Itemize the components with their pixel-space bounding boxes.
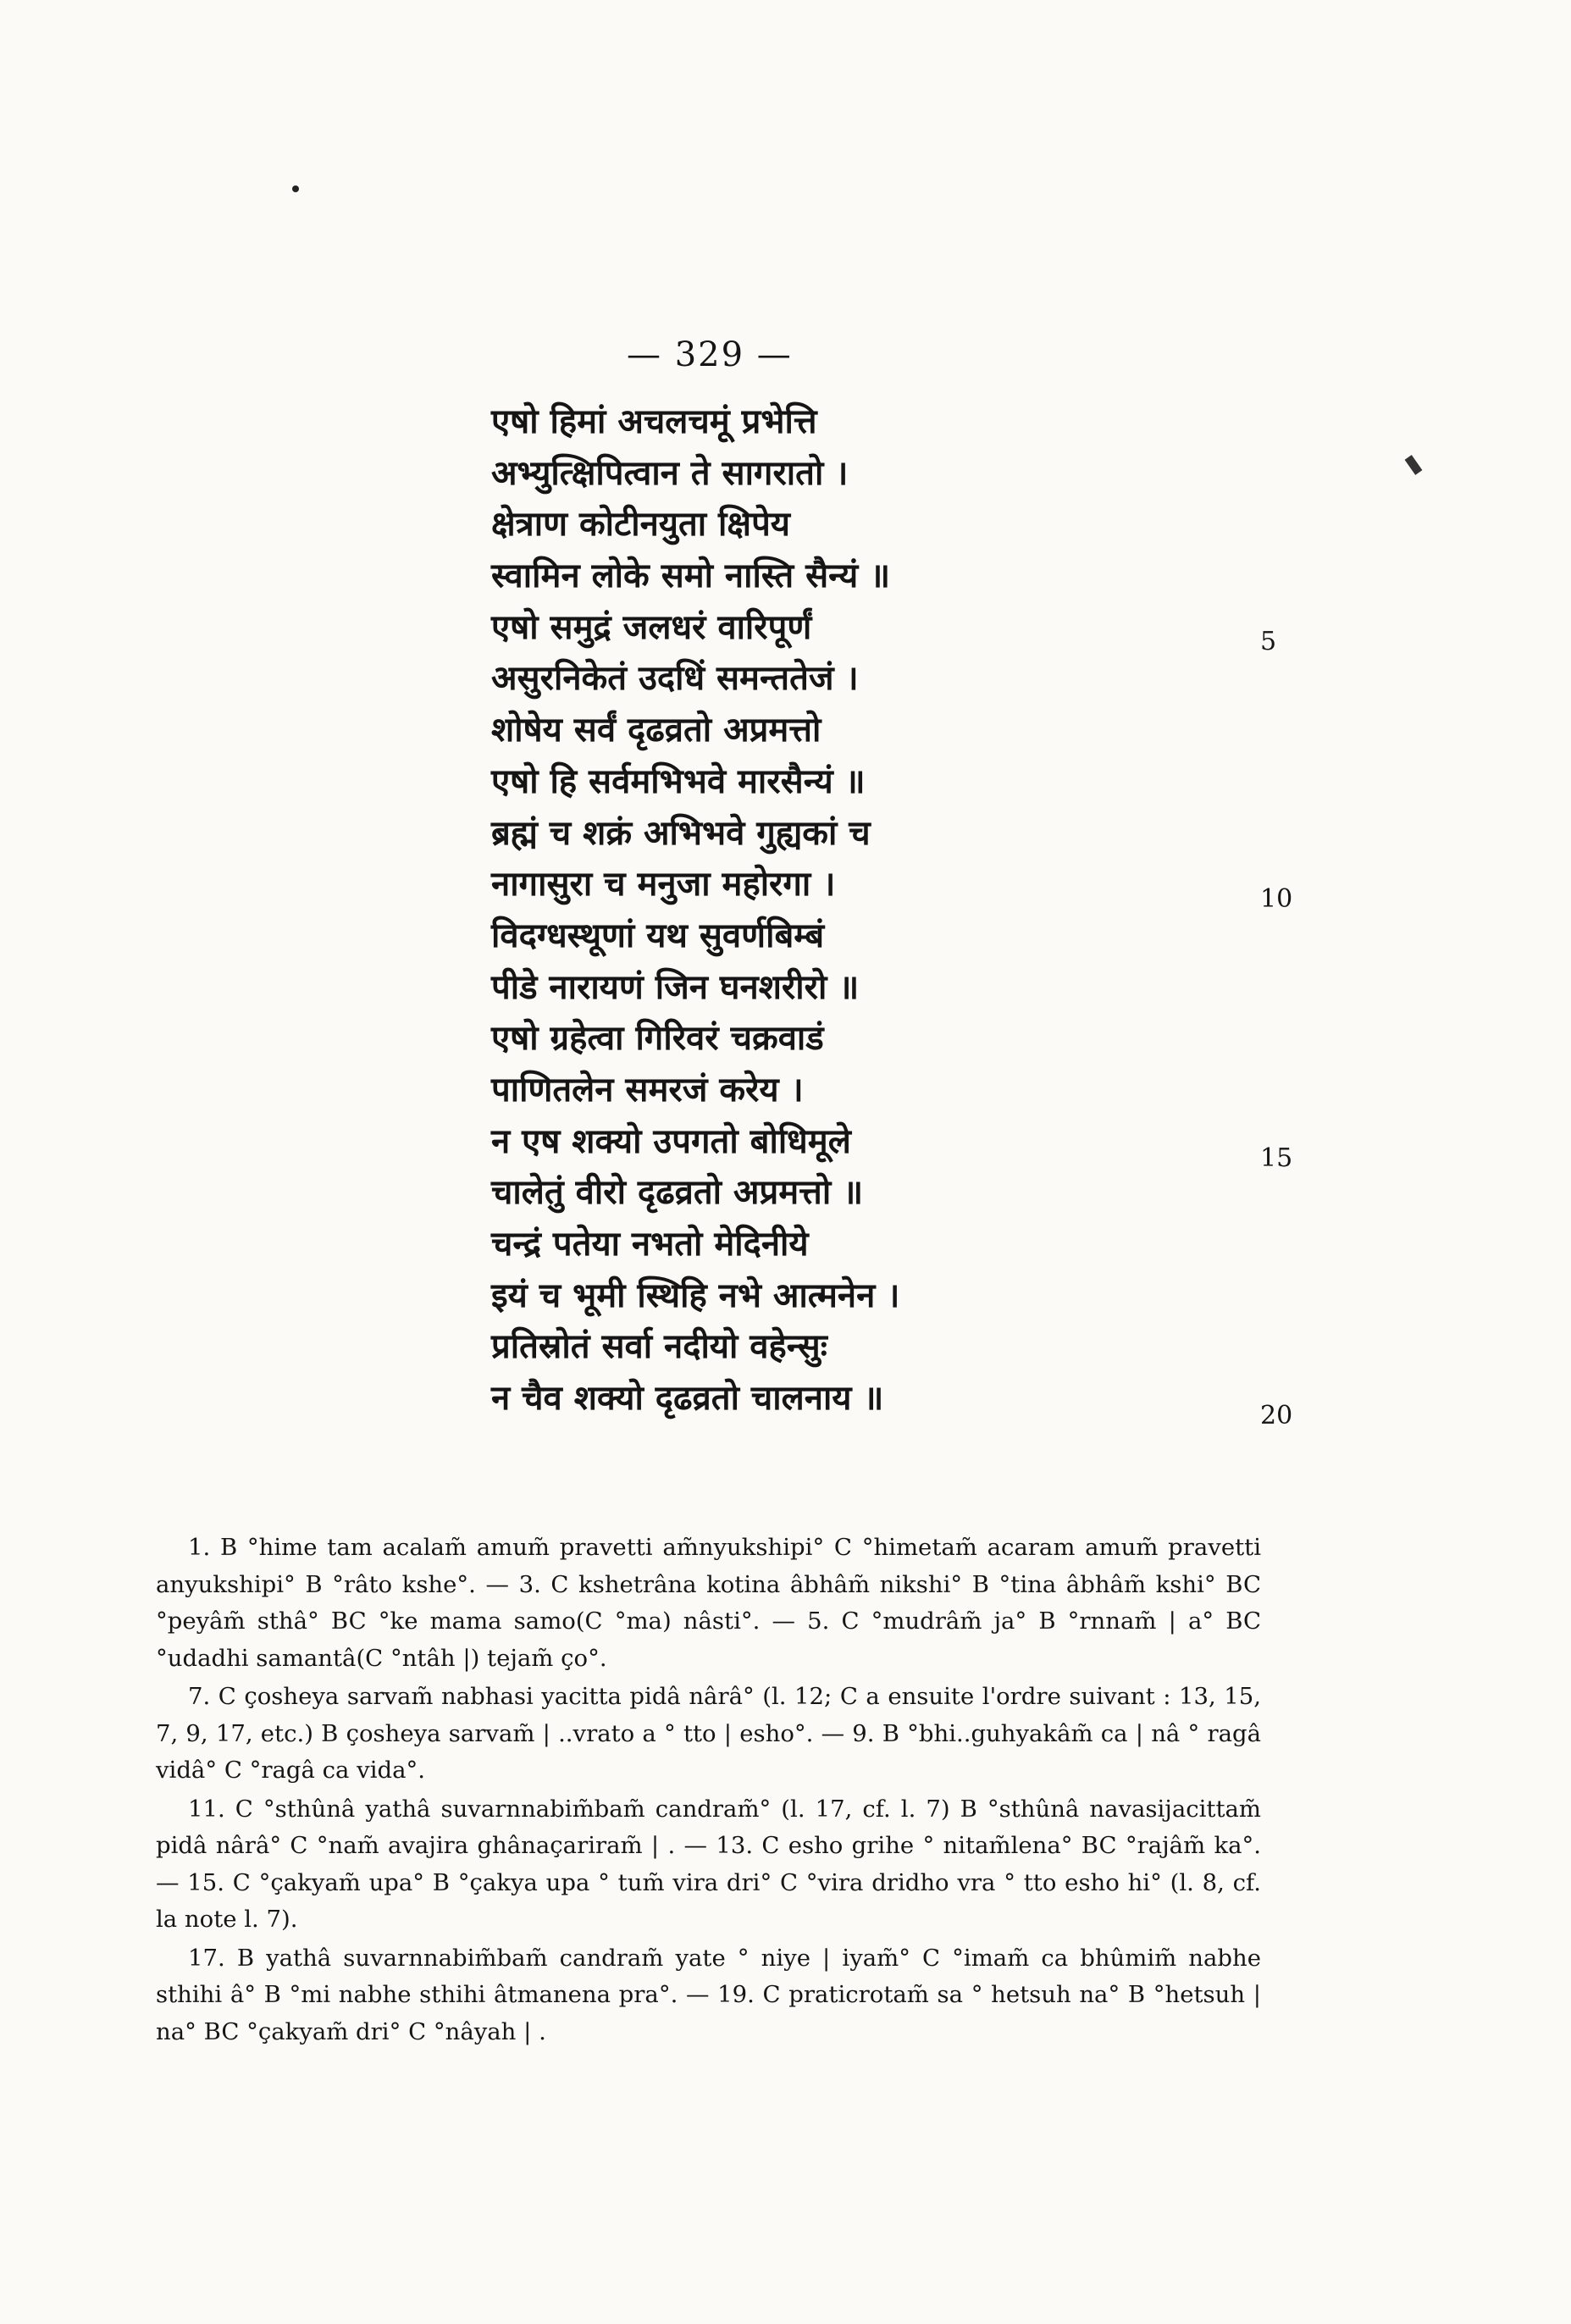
footnote-paragraph: 7. C çosheya sarvam̃ nabhasi yacitta pidâ nârâ° (l. 12; C a ensuite l'ordre suivant : 13, 15, 7, 9, 17, etc.) B çosheya sarvam̃ | ..vrato a ° tto | esho°. — 9. B °bhi..guhyakâm̃ ca | nâ ° ragâ vidâ° C °ragâ ca vida°. bbox=[156, 1683, 1261, 1784]
verse-line: चन्द्रं पतेया नभतो मेदिनीये bbox=[491, 1224, 809, 1264]
verse-line: एषो हि सर्वमभिभवे मारसैन्यं ॥ bbox=[491, 761, 866, 801]
verse-line: प्रतिस्रोतं सर्वा नदीयो वहेन्सुः bbox=[491, 1326, 827, 1367]
verse-line: विदग्धस्थूणां यथ सुवर्णबिम्बं bbox=[491, 915, 825, 955]
verse-line: न एष शक्यो उपगतो बोधिमूले bbox=[491, 1120, 851, 1161]
line-number: 10 bbox=[1260, 884, 1293, 914]
verse-line: पीडे नारायणं जिन घनशरीरो ॥ bbox=[491, 966, 860, 1007]
verse-line: एषो हिमां अचलचमूं प्रभेत्ति bbox=[491, 401, 817, 441]
line-number: 5 bbox=[1260, 627, 1277, 656]
line-number: 20 bbox=[1260, 1401, 1293, 1430]
footnote-paragraph: 11. C °sthûnâ yathâ suvarnnabim̃bam̃ candram̃° (l. 17, cf. l. 7) B °sthûnâ navasijacittam̃ pidâ nârâ° C °nam̃ avajira ghânaçariram̃ | . — 13. C esho grihe ° nitam̃lena° BC °rajâm̃ ka°. — 15. C °çakyam̃ upa° B °çakya upa ° tum̃ vira dri° C °vira dridho vra ° tto esho hi° (l. 8, cf. la note l. 7). bbox=[156, 1795, 1261, 1933]
verse-line: नागासुरा च मनुजा महोरगा । bbox=[491, 864, 836, 905]
footnote-paragraph: 1. B °hime tam acalam̃ amum̃ pravetti am̃nyukshipi° C °himetam̃ acaram amum̃ pravetti anyukshipi° B °râto kshe°. — 3. C kshetrâna kotina âbhâm̃ nikshi° B °tina âbhâm̃ kshi° BC °peyâm̃ sthâ° BC °ke mama samo(C °ma) nâsti°. — 5. C °mudrâm̃ ja° B °rnnam̃ | a° BC °udadhi samantâ(C °ntâh |) tejam̃ ço°. bbox=[156, 1534, 1261, 1672]
ink-speck bbox=[292, 185, 299, 192]
footnotes bbox=[156, 1530, 1261, 2052]
verse-line: चालेतुं वीरो दृढव्रतो अप्रमत्तो ॥ bbox=[491, 1172, 864, 1213]
verse-line: इयं च भूमी स्थिहि नभे आत्मनेन । bbox=[491, 1275, 900, 1315]
verse-line: पाणितलेन समरजं करेय । bbox=[491, 1069, 804, 1109]
verse-line: एषो समुद्रं जलधरं वारिपूर्णं bbox=[491, 606, 812, 647]
verse-line: क्षेत्राण कोटीनयुता क्षिपेय bbox=[491, 504, 791, 545]
verse-line: एषो ग्रहेत्वा गिरिवरं चक्रवाडं bbox=[491, 1018, 824, 1059]
verse-line: असुरनिकेतं उदधिं समन्ततेजं । bbox=[491, 658, 859, 699]
verse-line: शोषेय सर्वं दृढव्रतो अप्रमत्तो bbox=[491, 710, 821, 750]
verse-line: अभ्युत्क्षिपित्वान ते सागरातो । bbox=[491, 452, 849, 493]
ink-mark bbox=[1405, 455, 1423, 475]
footnote-paragraph: 17. B yathâ suvarnnabim̃bam̃ candram̃ yate ° niye | iyam̃° C °imam̃ ca bhûmim̃ nabhe sthihi â° B °mi nabhe sthihi âtmanena pra°. — 19. C praticrotam̃ sa ° hetsuh na° B °hetsuh | na° BC °çakyam̃ dri° C °nâyah | . bbox=[156, 1944, 1261, 2045]
verse-line: न चैव शक्यो दृढव्रतो चालनाय ॥ bbox=[491, 1378, 884, 1419]
line-number: 15 bbox=[1260, 1143, 1293, 1173]
verse-block bbox=[491, 396, 899, 1425]
page-number: — 329 — bbox=[627, 335, 793, 374]
verse-line: ब्रह्मं च शक्रं अभिभवे गुह्यकां च bbox=[491, 812, 871, 853]
verse-line: स्वामिन लोके समो नास्ति सैन्यं ॥ bbox=[491, 556, 891, 596]
